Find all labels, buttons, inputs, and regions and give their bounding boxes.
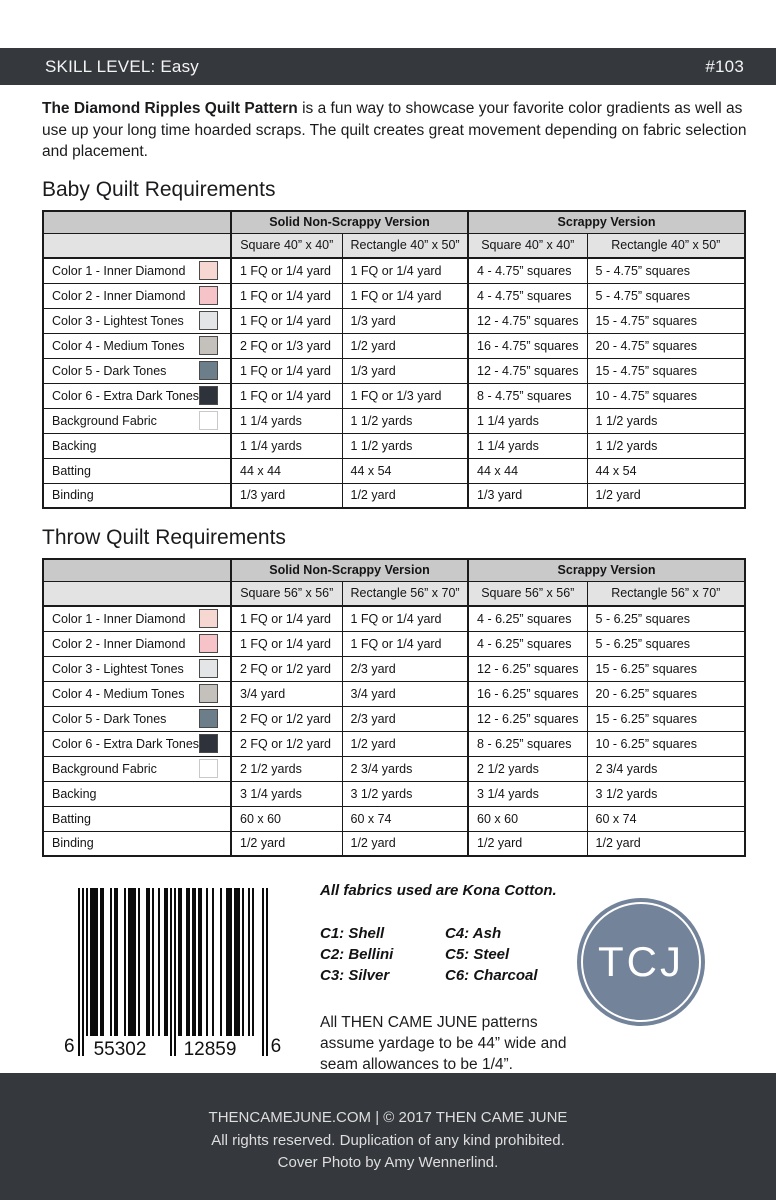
kona-color-item: C6: Charcoal (445, 967, 538, 984)
table-row (43, 656, 745, 681)
yardage-note: All THEN CAME JUNE patterns assume yardage to be 44” wide and seam allowances to be 1/4”. (320, 1014, 567, 1073)
table-cell: 4 - 6.25” squares (468, 606, 587, 631)
table-cell: 2 3/4 yards (342, 756, 468, 781)
table-cell: 44 x 44 (231, 458, 342, 483)
table-cell: 1/2 yard (342, 731, 468, 756)
table-cell: 3 1/4 yards (231, 781, 342, 806)
row-label: Color 3 - Lightest Tones (52, 313, 184, 328)
table-cell: 1 1/2 yards (342, 433, 468, 458)
table-cell: 20 - 6.25” squares (587, 681, 745, 706)
row-label: Background Fabric (52, 761, 157, 776)
table-group-header-row (43, 211, 745, 233)
size-column-header: Rectangle 40” x 50” (587, 233, 745, 258)
table-cell: 3 1/2 yards (587, 781, 745, 806)
table-row (43, 358, 745, 383)
row-label: Color 5 - Dark Tones (52, 363, 167, 378)
table-cell: 2 FQ or 1/2 yard (231, 706, 342, 731)
row-label-cell (43, 433, 231, 458)
row-label-cell (43, 756, 231, 781)
table-cell: 1/2 yard (342, 483, 468, 508)
table-cell: 1/2 yard (587, 483, 745, 508)
row-label-cell (43, 333, 231, 358)
table-cell: 60 x 74 (587, 806, 745, 831)
row-label-cell (43, 358, 231, 383)
tcj-logo-text: TCJ (598, 938, 684, 985)
fabric-swatch (199, 361, 218, 380)
blank-header-cell (43, 581, 231, 606)
table-cell: 2 1/2 yards (231, 756, 342, 781)
table-cell: 1 FQ or 1/4 yard (342, 631, 468, 656)
row-label-cell (43, 408, 231, 433)
table-cell: 1 FQ or 1/4 yard (231, 631, 342, 656)
row-label-cell (43, 606, 231, 631)
kona-cotton-heading: All fabrics used are Kona Cotton. (320, 882, 557, 899)
row-label: Background Fabric (52, 413, 157, 428)
table-cell: 2 FQ or 1/2 yard (231, 656, 342, 681)
table-cell: 1/2 yard (468, 831, 587, 856)
table-cell: 1 FQ or 1/4 yard (231, 383, 342, 408)
barcode-module (266, 888, 268, 1056)
footer-line-3: Cover Photo by Amy Wennerlind. (277, 1154, 499, 1171)
size-column-header: Rectangle 56” x 70” (342, 581, 468, 606)
table-cell: 1 1/4 yards (231, 433, 342, 458)
table-row (43, 308, 745, 333)
table-cell: 1/3 yard (342, 308, 468, 333)
fabric-swatch (199, 684, 218, 703)
fabric-swatch (199, 286, 218, 305)
table-cell: 2 FQ or 1/2 yard (231, 731, 342, 756)
table-cell: 4 - 4.75” squares (468, 283, 587, 308)
table-row (43, 433, 745, 458)
fabric-swatch (199, 609, 218, 628)
table-cell: 12 - 4.75” squares (468, 358, 587, 383)
barcode-bars (78, 888, 268, 1060)
table-cell: 10 - 6.25” squares (587, 731, 745, 756)
skill-level-bar (0, 48, 776, 85)
kona-color-column-right (445, 923, 570, 986)
table-size-header-row (43, 233, 745, 258)
table-cell: 44 x 44 (468, 458, 587, 483)
fabric-swatch (199, 336, 218, 355)
bottom-info-section (0, 876, 776, 1072)
table-cell: 8 - 4.75” squares (468, 383, 587, 408)
table-row (43, 756, 745, 781)
table-cell: 5 - 6.25” squares (587, 606, 745, 631)
barcode-group-1: 55302 (91, 1038, 150, 1059)
table-cell: 1 1/2 yards (342, 408, 468, 433)
table-row (43, 258, 745, 283)
row-label: Color 6 - Extra Dark Tones (52, 388, 200, 403)
table-row (43, 731, 745, 756)
table-cell: 8 - 6.25” squares (468, 731, 587, 756)
row-label-cell (43, 631, 231, 656)
fabric-swatch (199, 411, 218, 430)
table-cell: 15 - 6.25” squares (587, 656, 745, 681)
table-cell: 1/3 yard (342, 358, 468, 383)
table-cell: 1 1/4 yards (468, 433, 587, 458)
table-cell: 1 FQ or 1/4 yard (231, 308, 342, 333)
row-label: Color 2 - Inner Diamond (52, 288, 186, 303)
table-row (43, 483, 745, 508)
row-label: Binding (52, 836, 94, 851)
table-cell: 1/2 yard (587, 831, 745, 856)
table-cell: 3/4 yard (231, 681, 342, 706)
kona-color-item: C5: Steel (445, 946, 510, 963)
table-cell: 1/2 yard (231, 831, 342, 856)
size-column-header: Square 40” x 40” (468, 233, 587, 258)
fabric-swatch (199, 709, 218, 728)
table-row (43, 706, 745, 731)
table-cell: 4 - 6.25” squares (468, 631, 587, 656)
table-cell: 2/3 yard (342, 656, 468, 681)
table-cell: 4 - 4.75” squares (468, 258, 587, 283)
barcode-group-2: 12859 (181, 1038, 240, 1059)
table-cell: 44 x 54 (587, 458, 745, 483)
size-column-header: Square 40” x 40” (231, 233, 342, 258)
table-cell: 3/4 yard (342, 681, 468, 706)
table-cell: 15 - 6.25” squares (587, 706, 745, 731)
table-cell: 1 1/2 yards (587, 433, 745, 458)
fabric-swatch (199, 634, 218, 653)
table-cell: 12 - 6.25” squares (468, 656, 587, 681)
row-label-cell (43, 483, 231, 508)
table-row (43, 458, 745, 483)
row-label-cell (43, 656, 231, 681)
table-cell: 12 - 6.25” squares (468, 706, 587, 731)
row-label: Batting (52, 463, 91, 478)
table-size-header-row (43, 581, 745, 606)
row-label: Color 1 - Inner Diamond (52, 263, 186, 278)
row-label: Backing (52, 786, 97, 801)
size-column-header: Rectangle 56” x 70” (587, 581, 745, 606)
table-cell: 5 - 6.25” squares (587, 631, 745, 656)
barcode-right-digit: 6 (270, 1036, 282, 1057)
table-row (43, 831, 745, 856)
table-cell: 1 FQ or 1/4 yard (231, 283, 342, 308)
intro-lead: The Diamond Ripples Quilt Pattern (42, 100, 298, 117)
table-cell: 16 - 6.25” squares (468, 681, 587, 706)
table-cell: 2/3 yard (342, 706, 468, 731)
table-cell: 1 FQ or 1/3 yard (342, 383, 468, 408)
kona-color-item: C3: Silver (320, 967, 390, 984)
blank-header-cell (43, 211, 231, 233)
row-label: Color 1 - Inner Diamond (52, 611, 186, 626)
version-group-header: Scrappy Version (468, 559, 745, 581)
footer-bar (0, 1073, 776, 1200)
barcode-left-digit: 6 (64, 1036, 75, 1057)
table-cell: 5 - 4.75” squares (587, 258, 745, 283)
footer-line-1: THENCAMEJUNE.COM | © 2017 THEN CAME JUNE (208, 1109, 568, 1126)
table-cell: 1 1/2 yards (587, 408, 745, 433)
table-cell: 2 FQ or 1/3 yard (231, 333, 342, 358)
table-cell: 60 x 60 (231, 806, 342, 831)
table-cell: 5 - 4.75” squares (587, 283, 745, 308)
fabric-swatch (199, 759, 218, 778)
baby-quilt-requirements-table (42, 210, 746, 509)
row-label: Binding (52, 488, 94, 503)
row-label-cell (43, 681, 231, 706)
upc-barcode (64, 884, 300, 1060)
row-label: Batting (52, 811, 91, 826)
skill-level-label: SKILL LEVEL: Easy (45, 56, 199, 76)
table-cell: 15 - 4.75” squares (587, 358, 745, 383)
footer-line-2: All rights reserved. Duplication of any kind prohibited. (211, 1131, 565, 1149)
blank-header-cell (43, 559, 231, 581)
fabric-swatch (199, 386, 218, 405)
table-cell: 1 FQ or 1/4 yard (231, 606, 342, 631)
size-column-header: Rectangle 40” x 50” (342, 233, 468, 258)
row-label-cell (43, 308, 231, 333)
table-row (43, 283, 745, 308)
intro-paragraph (42, 98, 748, 163)
table-cell: 15 - 4.75” squares (587, 308, 745, 333)
table-cell: 1 FQ or 1/4 yard (342, 258, 468, 283)
row-label-cell (43, 458, 231, 483)
kona-color-item: C2: Bellini (320, 946, 394, 963)
row-label: Color 3 - Lightest Tones (52, 661, 184, 676)
table-group-header-row (43, 559, 745, 581)
size-column-header: Square 56” x 56” (231, 581, 342, 606)
row-label-cell (43, 831, 231, 856)
fabric-info-block (320, 882, 570, 1075)
kona-color-column-left (320, 923, 445, 986)
row-label: Color 4 - Medium Tones (52, 686, 185, 701)
table-cell: 16 - 4.75” squares (468, 333, 587, 358)
table-row (43, 631, 745, 656)
table-cell: 1/2 yard (342, 333, 468, 358)
fabric-swatch (199, 734, 218, 753)
tcj-logo (577, 898, 705, 1026)
row-label-cell (43, 706, 231, 731)
pattern-number: #103 (705, 56, 744, 76)
table-cell: 3 1/4 yards (468, 781, 587, 806)
table-cell: 2 1/2 yards (468, 756, 587, 781)
table-cell: 1/3 yard (231, 483, 342, 508)
fabric-swatch (199, 261, 218, 280)
version-group-header: Scrappy Version (468, 211, 745, 233)
row-label-cell (43, 781, 231, 806)
version-group-header: Solid Non-Scrappy Version (231, 211, 468, 233)
table-cell: 44 x 54 (342, 458, 468, 483)
table-row (43, 408, 745, 433)
fabric-swatch (199, 311, 218, 330)
table-cell: 60 x 60 (468, 806, 587, 831)
table-cell: 1 FQ or 1/4 yard (342, 606, 468, 631)
table-cell: 10 - 4.75” squares (587, 383, 745, 408)
throw-quilt-title: Throw Quilt Requirements (42, 526, 286, 549)
table-cell: 1 1/4 yards (468, 408, 587, 433)
table-cell: 1 FQ or 1/4 yard (231, 258, 342, 283)
row-label: Color 2 - Inner Diamond (52, 636, 186, 651)
row-label: Color 4 - Medium Tones (52, 338, 185, 353)
table-cell: 20 - 4.75” squares (587, 333, 745, 358)
table-cell: 1/3 yard (468, 483, 587, 508)
table-cell: 60 x 74 (342, 806, 468, 831)
kona-color-item: C4: Ash (445, 925, 502, 942)
table-row (43, 333, 745, 358)
row-label-cell (43, 283, 231, 308)
table-cell: 1 1/4 yards (231, 408, 342, 433)
row-label-cell (43, 383, 231, 408)
table-row (43, 681, 745, 706)
intro-body: is a fun way to showcase your favorite color gradients as well as use up your long time hoarded scraps. The quilt creates great movement depending on fabric selection and placement. (42, 100, 747, 160)
kona-color-list (320, 923, 570, 986)
table-cell: 2 3/4 yards (587, 756, 745, 781)
version-group-header: Solid Non-Scrappy Version (231, 559, 468, 581)
baby-quilt-title: Baby Quilt Requirements (42, 178, 276, 201)
row-label: Color 6 - Extra Dark Tones (52, 736, 200, 751)
fabric-swatch (199, 659, 218, 678)
table-row (43, 806, 745, 831)
row-label: Color 5 - Dark Tones (52, 711, 167, 726)
row-label: Backing (52, 438, 97, 453)
row-label-cell (43, 258, 231, 283)
table-row (43, 383, 745, 408)
kona-color-item: C1: Shell (320, 925, 385, 942)
table-cell: 3 1/2 yards (342, 781, 468, 806)
table-row (43, 606, 745, 631)
size-column-header: Square 56” x 56” (468, 581, 587, 606)
table-cell: 12 - 4.75” squares (468, 308, 587, 333)
table-cell: 1/2 yard (342, 831, 468, 856)
blank-header-cell (43, 233, 231, 258)
table-cell: 1 FQ or 1/4 yard (342, 283, 468, 308)
row-label-cell (43, 806, 231, 831)
throw-quilt-requirements-table (42, 558, 746, 857)
table-cell: 1 FQ or 1/4 yard (231, 358, 342, 383)
row-label-cell (43, 731, 231, 756)
table-row (43, 781, 745, 806)
